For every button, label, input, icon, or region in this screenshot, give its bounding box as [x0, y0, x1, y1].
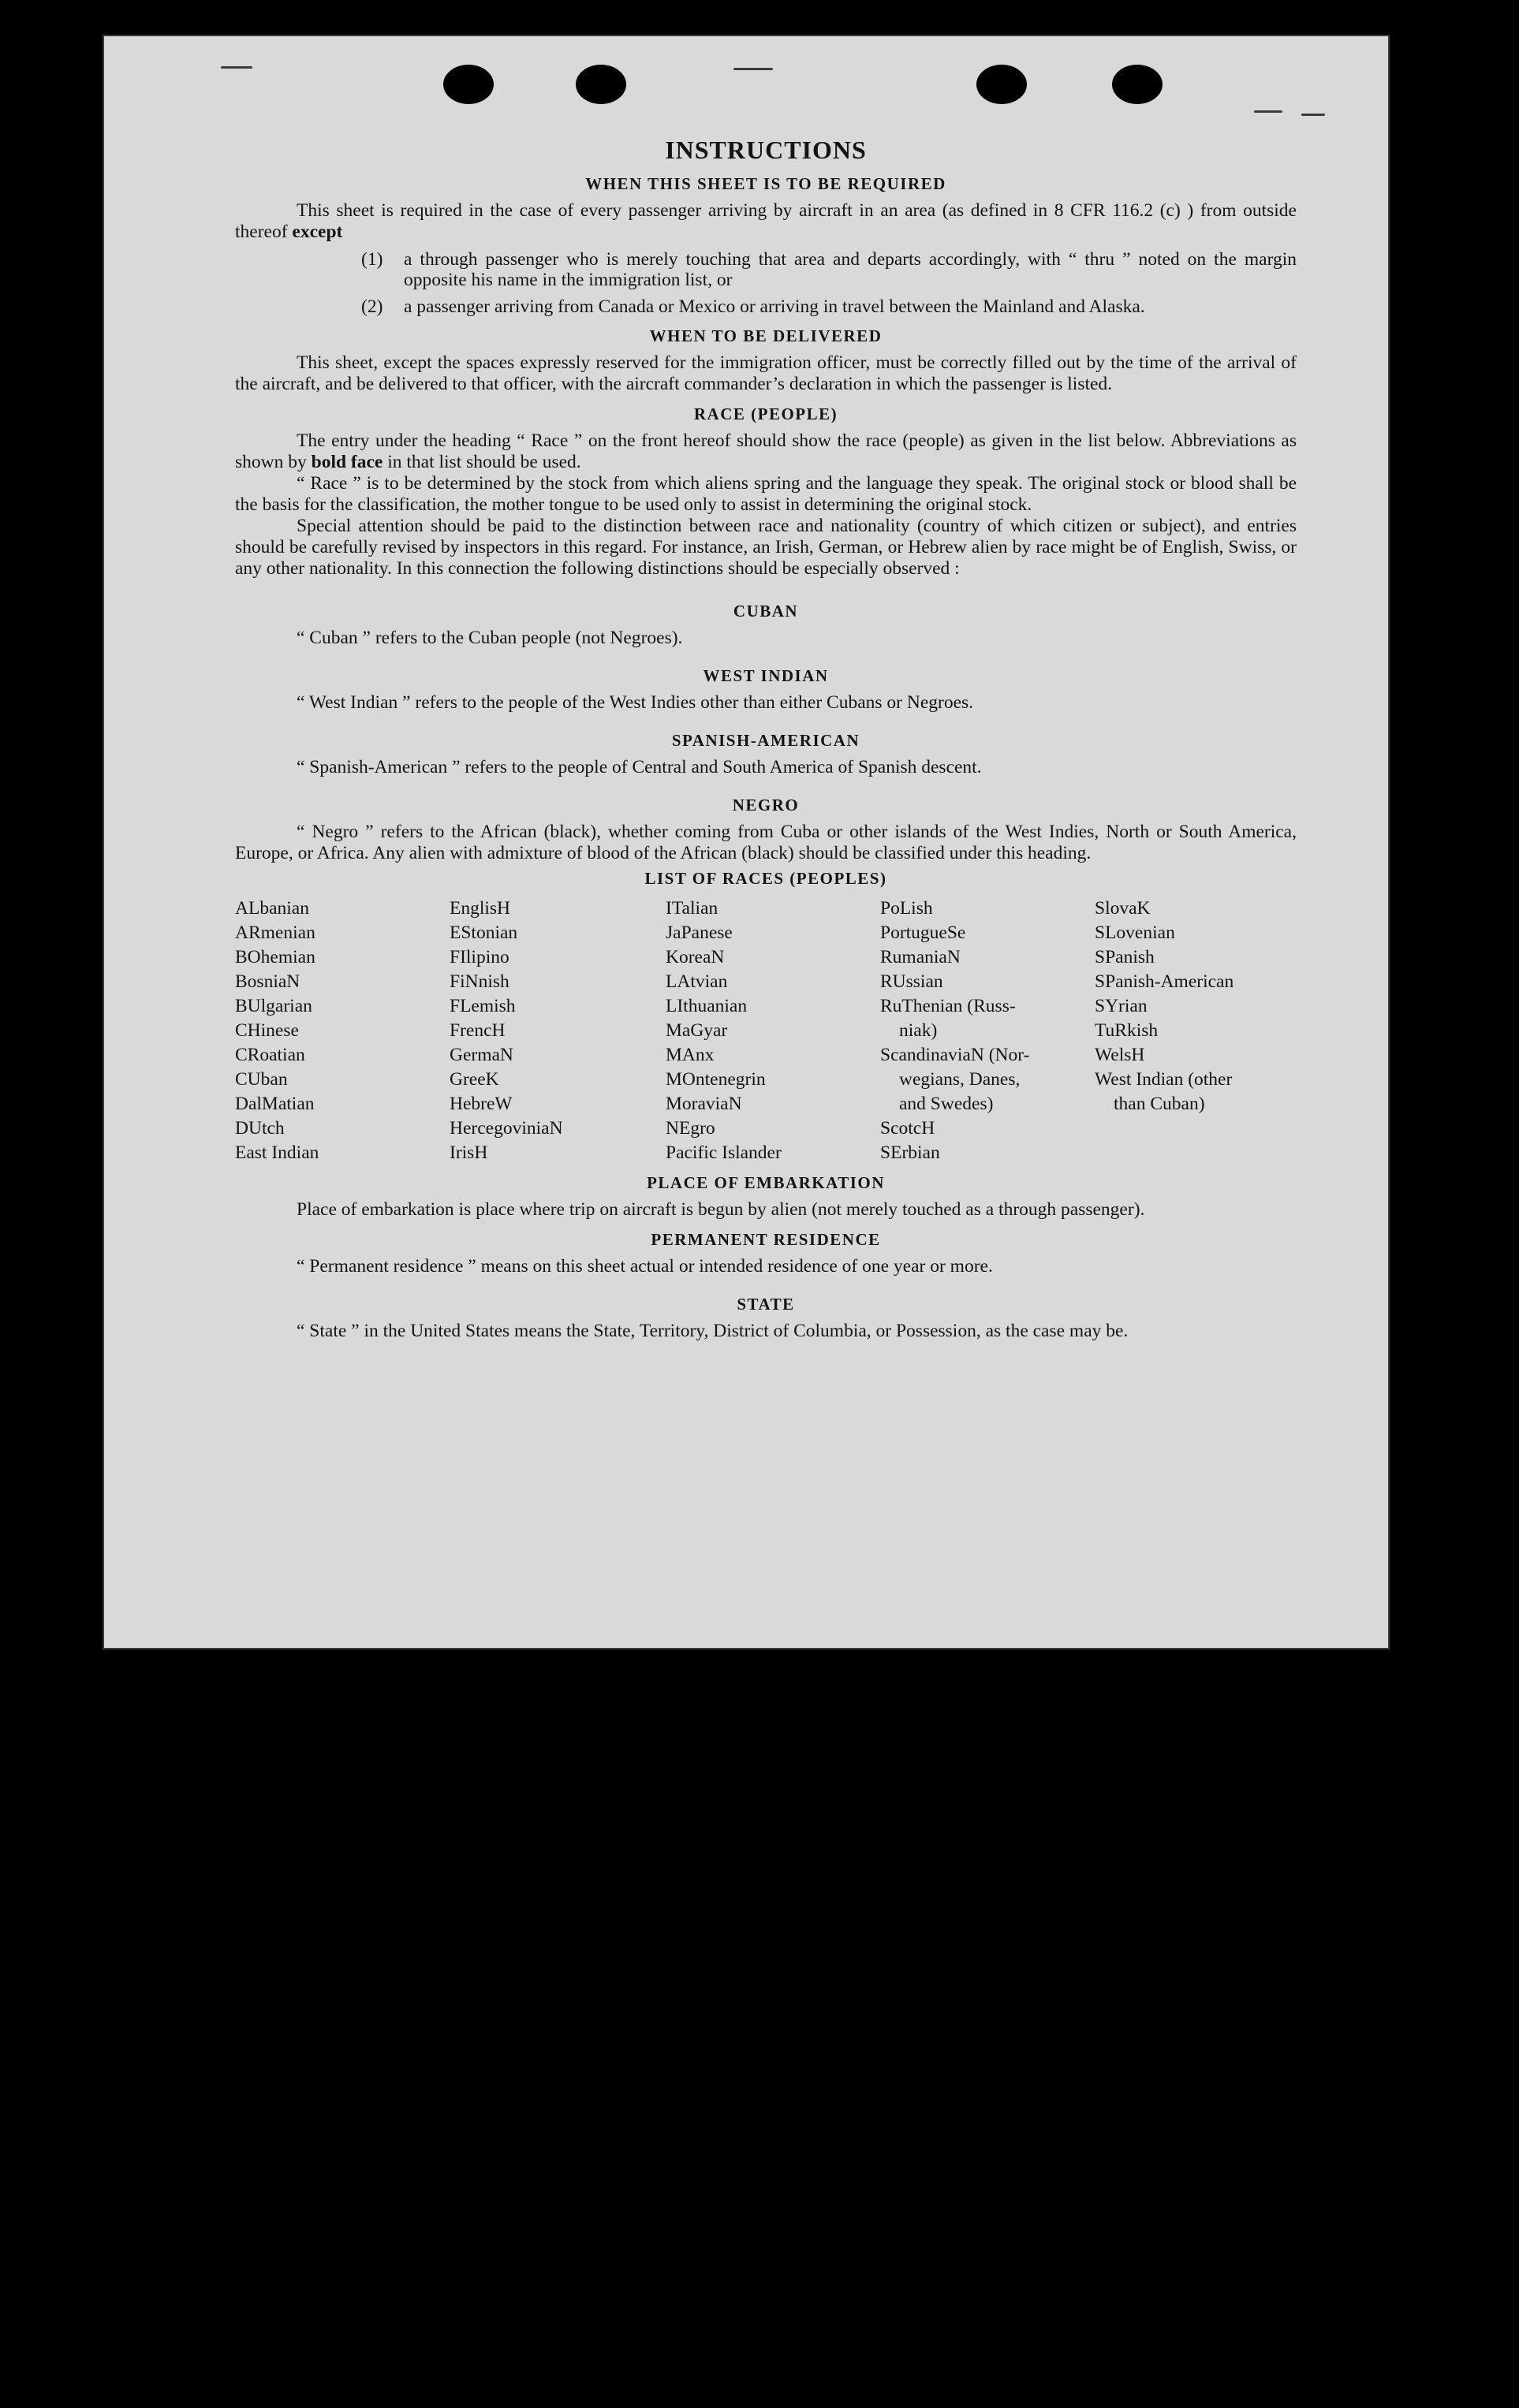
list-item: RuThenian (Russ-	[880, 996, 1016, 1016]
list-item: FrencH	[450, 1020, 506, 1041]
document-page	[103, 35, 1390, 1649]
list-item: LIthuanian	[666, 996, 748, 1016]
list-item: MOntenegrin	[666, 1069, 766, 1090]
when-required-text: This sheet is required in the case of every passenger arriving by aircraft in an area (as defined in 8 CFR 116.2 (c) ) from outside thereof except	[235, 200, 1297, 242]
list-item: EnglisH	[450, 898, 511, 919]
when-delivered-text: This sheet, except the spaces expressly reserved for the immigration officer, must be correctly filled out by the time of the arrival of the aircraft, and be delivered to that officer, with the aircraft commander’s declaration in which the passenger is listed.	[235, 352, 1297, 394]
negro-heading: NEGRO	[732, 796, 800, 814]
permanent-residence-heading: PERMANENT RESIDENCE	[651, 1230, 881, 1249]
punch-hole	[1112, 65, 1163, 104]
list-item: EStonian	[450, 923, 518, 943]
punch-hole	[443, 65, 494, 104]
list-item: GermaN	[450, 1045, 513, 1065]
permanent-residence-text: “ Permanent residence ” means on this sheet actual or intended residence of one year or more.	[297, 1256, 993, 1277]
scan-mark	[733, 68, 773, 70]
list-item: (2) a passenger arriving from Canada or Mexico or arriving in travel between the Mainland and Alaska.	[361, 296, 1145, 317]
list-item: SYrian	[1095, 996, 1148, 1016]
list-item: LAtvian	[666, 971, 728, 992]
list-item: FIlipino	[450, 947, 509, 967]
list-item: FLemish	[450, 996, 516, 1016]
list-item: SPanish	[1095, 947, 1155, 967]
place-of-embarkation-text: Place of embarkation is place where trip on aircraft is begun by alien (not merely touched as a through passenger).	[297, 1199, 1145, 1220]
list-item: BOhemian	[235, 947, 315, 967]
list-item: MoraviaN	[666, 1094, 742, 1114]
scan-mark	[1254, 110, 1282, 113]
list-item: BUlgarian	[235, 996, 312, 1016]
list-item: WelsH	[1095, 1045, 1145, 1065]
list-item: East Indian	[235, 1142, 319, 1163]
list-item: CUban	[235, 1069, 288, 1090]
races-column	[450, 896, 666, 1165]
races-column	[1095, 896, 1297, 1165]
list-item: JaPanese	[666, 923, 733, 943]
list-item: SPanish-American	[1095, 971, 1234, 992]
list-item: ITalian	[666, 898, 718, 919]
spanish-american-heading: SPANISH-AMERICAN	[671, 731, 860, 750]
punch-hole	[576, 65, 626, 104]
list-of-races-heading: LIST OF RACES (PEOPLES)	[644, 869, 887, 888]
list-item: NEgro	[666, 1118, 715, 1139]
list-item: TuRkish	[1095, 1020, 1159, 1041]
list-item: HercegoviniaN	[450, 1118, 563, 1139]
list-item: SLovenian	[1095, 923, 1175, 943]
list-item: wegians, Danes,	[899, 1069, 1021, 1090]
list-item: ALbanian	[235, 898, 309, 919]
list-item: RumaniaN	[880, 947, 961, 967]
list-item: than Cuban)	[1114, 1094, 1205, 1114]
races-column	[666, 896, 880, 1165]
races-table	[235, 896, 1297, 1165]
list-item: PortugueSe	[880, 923, 966, 943]
list-item: DalMatian	[235, 1094, 315, 1114]
list-item: FiNnish	[450, 971, 509, 992]
cuban-heading: CUBAN	[733, 602, 799, 621]
list-item: SlovaK	[1095, 898, 1151, 919]
list-item: niak)	[899, 1020, 938, 1041]
races-column	[880, 896, 1095, 1165]
when-delivered-heading: WHEN TO BE DELIVERED	[649, 326, 883, 345]
scan-mark	[1301, 114, 1325, 116]
punch-hole	[976, 65, 1027, 104]
list-item: CHinese	[235, 1020, 299, 1041]
list-item: BosniaN	[235, 971, 300, 992]
races-column	[235, 896, 450, 1165]
list-item: West Indian (other	[1095, 1069, 1233, 1090]
list-item: ScandinaviaN (Nor-	[880, 1045, 1030, 1065]
race-paragraph: The entry under the heading “ Race ” on the front hereof should show the race (people) as given in the list below. Abbreviations as shown by bold face in that list should be used.	[235, 431, 1297, 472]
instructions-content	[235, 136, 1297, 1342]
spanish-american-text: “ Spanish-American ” refers to the people of Central and South America of Spanish descent.	[297, 757, 982, 777]
list-item: RUssian	[880, 971, 943, 992]
list-item: PoLish	[880, 898, 933, 919]
race-paragraph: Special attention should be paid to the distinction between race and nationality (country of which citizen or subject), and entries should be carefully revised by inspectors in this regard. For instance, an Irish, German, or Hebrew alien by race might be of English, Swiss, or any other nationality. In this connection the following distinctions should be especially observed :	[235, 516, 1297, 579]
list-item: ARmenian	[235, 923, 315, 943]
cuban-text: “ Cuban ” refers to the Cuban people (not Negroes).	[297, 628, 683, 648]
negro-text: “ Negro ” refers to the African (black), whether coming from Cuba or other islands of the West Indies, North or South America, Europe, or Africa. Any alien with admixture of blood of the African (black) should be classified under this heading.	[235, 822, 1297, 863]
list-item: CRoatian	[235, 1045, 305, 1065]
state-text: “ State ” in the United States means the State, Territory, District of Columbia, or Possession, as the case may be.	[297, 1321, 1129, 1341]
west-indian-text: “ West Indian ” refers to the people of the West Indies other than either Cubans or Negroes.	[297, 692, 974, 713]
instructions-title: INSTRUCTIONS	[665, 136, 867, 164]
list-item: MAnx	[666, 1045, 715, 1065]
list-item: ScotcH	[880, 1118, 935, 1139]
state-heading: STATE	[737, 1295, 795, 1314]
race-heading: RACE (PEOPLE)	[693, 404, 838, 423]
west-indian-heading: WEST INDIAN	[703, 666, 829, 685]
exceptions-list	[235, 249, 1297, 317]
list-item: HebreW	[450, 1094, 513, 1114]
when-required-heading: WHEN THIS SHEET IS TO BE REQUIRED	[585, 174, 946, 193]
list-item: DUtch	[235, 1118, 285, 1139]
race-paragraph: “ Race ” is to be determined by the stock from which aliens spring and the language they speak. The original stock or blood shall be the basis for the classification, the mother tongue to be used only to assist in determining the original stock.	[235, 473, 1297, 515]
list-item: MaGyar	[666, 1020, 728, 1041]
list-item: KoreaN	[666, 947, 725, 967]
list-item: (1) a through passenger who is merely touching that area and departs accordingly, with “ thru ” noted on the margin opposite his name in the immigration list, or	[361, 249, 1297, 290]
list-item: SErbian	[880, 1142, 940, 1163]
list-item: IrisH	[450, 1142, 488, 1163]
place-of-embarkation-heading: PLACE OF EMBARKATION	[647, 1173, 885, 1192]
list-item: Pacific Islander	[666, 1142, 782, 1163]
list-item: and Swedes)	[899, 1094, 994, 1114]
list-item: GreeK	[450, 1069, 499, 1090]
scan-mark	[221, 66, 252, 69]
